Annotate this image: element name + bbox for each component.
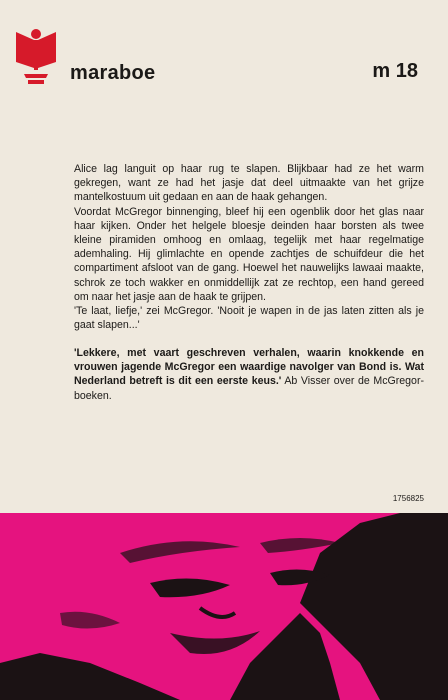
review-quote (74, 346, 424, 403)
brand-name: maraboe (70, 62, 156, 84)
cover-photo (0, 513, 448, 700)
maraboe-logo-icon (14, 22, 58, 88)
blurb-text (74, 162, 424, 332)
blurb-paragraph: Voordat McGregor binnenging, bleef hij een ogenblik door het glas naar haar kijken. Onder het helgele bloesje deinden haar borsten als twee kleine piramiden omhoog en omlaag, tegelijk met haar regelmatige ademhaling. Hij glimlachte en opende zachtjes de schuifdeur die het compartiment afsloot van de gang. Hoewel het nauwelijks lawaai maakte, schrok ze toch wakker en onmiddellijk zat ze rechtop, een hand gereed om naar het jasje aan de haak te grijpen. (74, 205, 424, 303)
blurb-paragraph: Alice lag languit op haar rug te slapen. Blijkbaar had ze het warm gekregen, want ze had het jasje dat deel uitmaakte van het grijze mantelkostuum uit gedaan en aan de haak gehangen. (74, 163, 424, 204)
blurb-paragraph: 'Te laat, liefje,' zei McGregor. 'Nooit je wapen in de jas laten zitten als je gaat slapen...' (74, 305, 424, 332)
review-attribution: Ab Visser over de McGregor-boeken. (74, 375, 425, 402)
product-code: 1756825 (392, 494, 424, 503)
series-number: m 18 (372, 60, 418, 82)
review-quote-text: 'Lekkere, met vaart geschreven verhalen, waarin knokkende en vrouwen jagende McGregor een waardige navolger van Bond is. Wat Nederland betreft is dit een eerste keus.' (74, 347, 424, 388)
